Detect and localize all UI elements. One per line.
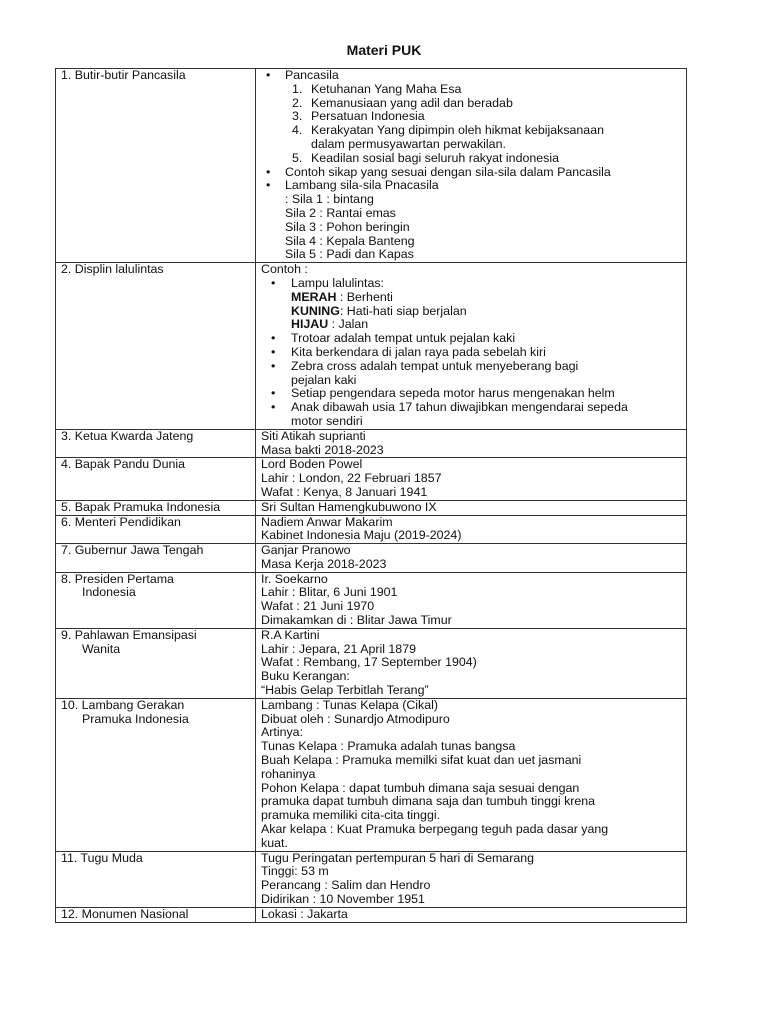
text-line: HIJAU : Jalan bbox=[291, 317, 369, 332]
list-item: • Pancasila bbox=[261, 69, 682, 83]
row-content bbox=[256, 572, 687, 628]
text-line: kuat. bbox=[261, 835, 288, 850]
row-label: 5. Bapak Pramuka Indonesia bbox=[56, 500, 256, 515]
text-line: Artinya: bbox=[261, 725, 304, 740]
list-item: • Kita berkendara di jalan raya pada sebelah kiri bbox=[261, 346, 682, 360]
text-line: Dimakamkan di : Blitar Jawa Timur bbox=[261, 613, 452, 628]
text-line: “Habis Gelap Terbitlah Terang” bbox=[261, 683, 429, 698]
table-row bbox=[56, 572, 687, 628]
list-item-continued: dalam permusyawartan perwakilan. bbox=[311, 136, 506, 151]
text-line: Lambang : Tunas Kelapa (Cikal) bbox=[261, 697, 439, 712]
row-content bbox=[256, 515, 687, 544]
text-line: Lord Boden Powel bbox=[261, 457, 363, 472]
text-line: Masa Kerja 2018-2023 bbox=[261, 556, 387, 571]
row-content bbox=[256, 628, 687, 698]
list-item: 4. Kerakyatan Yang dipimpin oleh hikmat kebijaksanaan bbox=[292, 123, 604, 138]
table-row bbox=[56, 907, 687, 922]
list-item: • Anak dibawah usia 17 tahun diwajibkan mengendarai sepeda bbox=[261, 401, 682, 415]
text-line: MERAH : Berhenti bbox=[291, 289, 393, 304]
row-content bbox=[256, 69, 687, 263]
text-line: Sila 4 : Kepala Banteng bbox=[285, 233, 415, 248]
list-item: 2. Kemanusiaan yang adil dan beradab bbox=[292, 95, 513, 110]
text-line: Lahir : Blitar, 6 Juni 1901 bbox=[261, 585, 398, 600]
text-line: Contoh : bbox=[261, 262, 308, 277]
table-row bbox=[56, 628, 687, 698]
list-item: 3. Persatuan Indonesia bbox=[292, 109, 425, 124]
text-line: Pohon Kelapa : dapat tumbuh dimana saja sesuai dengan bbox=[261, 780, 580, 795]
text-line: Akar kelapa : Kuat Pramuka berpegang teguh pada dasar yang bbox=[261, 822, 609, 837]
row-label: 3. Ketua Kwarda Jateng bbox=[56, 429, 256, 458]
table-row bbox=[56, 500, 687, 515]
text-line: Sila 2 : Rantai emas bbox=[285, 205, 396, 220]
row-label: 1. Butir-butir Pancasila bbox=[56, 69, 256, 263]
text-line: Didirikan : 10 November 1951 bbox=[261, 892, 425, 907]
row-label: 4. Bapak Pandu Dunia bbox=[56, 458, 256, 500]
row-content bbox=[256, 458, 687, 500]
text-line: Sila 3 : Pohon beringin bbox=[285, 219, 410, 234]
text-line: Tugu Peringatan pertempuran 5 hari di Semarang bbox=[261, 850, 534, 865]
text-line: rohaninya bbox=[261, 766, 316, 781]
text-line: Sri Sultan Hamengkubuwono IX bbox=[261, 499, 437, 514]
text-line: Siti Atikah suprianti bbox=[261, 428, 366, 443]
row-label: 6. Menteri Pendidikan bbox=[56, 515, 256, 544]
table-row bbox=[56, 429, 687, 458]
text-line: Masa bakti 2018-2023 bbox=[261, 442, 384, 457]
text-line: pramuka dapat tumbuh dimana saja dan tumbuh tinggi krena bbox=[261, 794, 596, 809]
text-line: R.A Kartini bbox=[261, 627, 320, 642]
row-content bbox=[256, 500, 687, 515]
text-line: Perancang : Salim dan Hendro bbox=[261, 878, 431, 893]
row-label: 11. Tugu Muda bbox=[56, 851, 256, 907]
table-row bbox=[56, 698, 687, 851]
text-line: Tinggi: 53 m bbox=[261, 864, 329, 879]
list-item: 1. Ketuhanan Yang Maha Esa bbox=[292, 81, 462, 96]
row-content bbox=[256, 263, 687, 430]
list-item: • Trotoar adalah tempat untuk pejalan kaki bbox=[261, 332, 682, 346]
row-content bbox=[256, 429, 687, 458]
row-label: 8. Presiden Pertama Indonesia bbox=[56, 572, 256, 628]
row-label: 12. Monumen Nasional bbox=[56, 907, 256, 922]
materi-table bbox=[55, 68, 687, 923]
text-line: pramuka memiliki cita-cita tinggi. bbox=[261, 808, 441, 823]
list-item: • Contoh sikap yang sesuai dengan sila-sila dalam Pancasila bbox=[261, 166, 682, 180]
table-row bbox=[56, 851, 687, 907]
list-item-continued: motor sendiri bbox=[291, 413, 363, 428]
list-item: • Setiap pengendara sepeda motor harus mengenakan helm bbox=[261, 387, 682, 401]
row-content bbox=[256, 698, 687, 851]
row-content bbox=[256, 851, 687, 907]
text-line: Dibuat oleh : Sunardjo Atmodipuro bbox=[261, 711, 450, 726]
list-item-continued: pejalan kaki bbox=[291, 372, 357, 387]
text-line: Buah Kelapa : Pramuka memilki sifat kuat dan uet jasmani bbox=[261, 753, 582, 768]
list-item: • Lampu lalulintas: bbox=[261, 277, 682, 291]
text-line: Wafat : Rembang, 17 September 1904) bbox=[261, 655, 477, 670]
document-title: Materi PUK bbox=[346, 42, 422, 58]
list-item: • Zebra cross adalah tempat untuk menyeberang bagi bbox=[261, 360, 682, 374]
row-label: 10. Lambang Gerakan Pramuka Indonesia bbox=[56, 698, 256, 851]
text-line: Buku Kerangan: bbox=[261, 669, 350, 684]
list-item: 5. Keadilan sosial bagi seluruh rakyat indonesia bbox=[292, 150, 559, 165]
row-label: 2. Displin lalulintas bbox=[56, 263, 256, 430]
table-row bbox=[56, 458, 687, 500]
text-line: : Sila 1 : bintang bbox=[285, 192, 374, 207]
table-row bbox=[56, 515, 687, 544]
text-line: Tunas Kelapa : Pramuka adalah tunas bangsa bbox=[261, 739, 516, 754]
row-content bbox=[256, 544, 687, 573]
text-line: Ir. Soekarno bbox=[261, 571, 328, 586]
text-line: Ganjar Pranowo bbox=[261, 543, 351, 558]
text-line: Nadiem Anwar Makarim bbox=[261, 514, 393, 529]
text-line: Kabinet Indonesia Maju (2019-2024) bbox=[261, 528, 462, 543]
table-row bbox=[56, 263, 687, 430]
text-line: Lahir : London, 22 Februari 1857 bbox=[261, 471, 442, 486]
text-line: Lahir : Jepara, 21 April 1879 bbox=[261, 641, 416, 656]
row-content bbox=[256, 907, 687, 922]
text-line: Wafat : 21 Juni 1970 bbox=[261, 599, 375, 614]
text-line: Lokasi : Jakarta bbox=[261, 906, 348, 921]
row-label: 7. Gubernur Jawa Tengah bbox=[56, 544, 256, 573]
text-line: KUNING: Hati-hati siap berjalan bbox=[291, 303, 467, 318]
row-label: 9. Pahlawan Emansipasi Wanita bbox=[56, 628, 256, 698]
table-row bbox=[56, 544, 687, 573]
text-line: Sila 5 : Padi dan Kapas bbox=[285, 247, 414, 262]
list-item: • Lambang sila-sila Pnacasila bbox=[261, 179, 682, 193]
table-row bbox=[56, 69, 687, 263]
text-line: Wafat : Kenya, 8 Januari 1941 bbox=[261, 484, 428, 499]
